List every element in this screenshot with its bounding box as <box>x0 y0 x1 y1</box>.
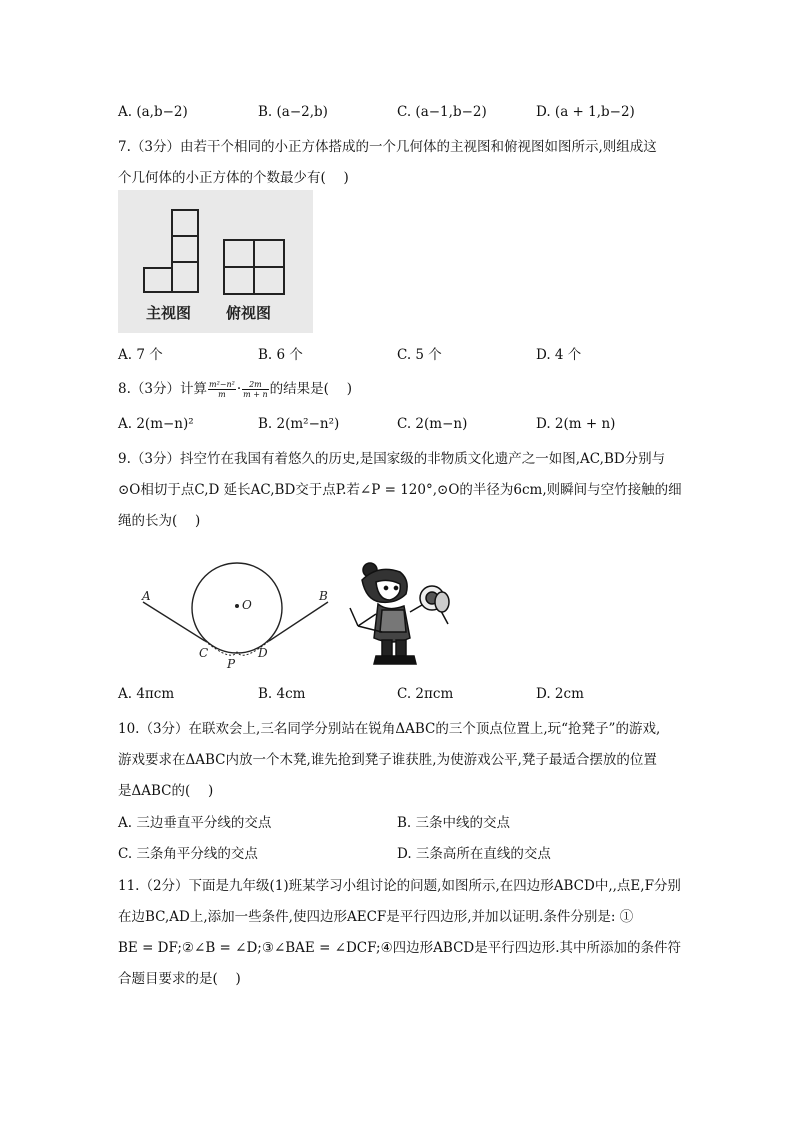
fig-label-b: B <box>319 589 328 603</box>
q8-fraction-2 <box>242 380 269 399</box>
diabolo-player-illustration <box>348 560 460 672</box>
q8-fraction-1 <box>208 380 236 399</box>
q9-stem-line3: 绳的长为( ) <box>118 513 201 529</box>
q10-option-a: A. 三边垂直平分线的交点 <box>118 815 272 831</box>
fig-label-d: D <box>258 646 268 660</box>
q10-option-d: D. 三条高所在直线的交点 <box>397 846 551 862</box>
fig-label-c: C <box>199 646 209 660</box>
fig-label-o: O <box>242 598 252 612</box>
q6-option-d: D. (a + 1,b−2) <box>536 104 635 120</box>
q9-option-a: A. 4πcm <box>118 686 175 702</box>
q9-option-c: C. 2πcm <box>397 686 454 702</box>
q8-option-b: B. 2(m²−n²) <box>258 416 340 432</box>
q8-option-d: D. 2(m + n) <box>536 416 616 432</box>
q7-option-b: B. 6 个 <box>258 347 303 363</box>
q11-stem-line2: 在边BC,AD上,添加一些条件,使四边形AECF是平行四边形,并加以证明.条件分别是: ① <box>118 909 634 925</box>
q9-stem-line1: 9.（3分）抖空竹在我国有着悠久的历史,是国家级的非物质文化遗产之一如图,AC,BD分别与 <box>118 451 666 467</box>
q8-frac2-den: m + n <box>243 390 268 399</box>
q9-circle-tangent-figure <box>135 560 345 672</box>
q6-option-c: C. (a−1,b−2) <box>397 104 487 120</box>
q10-stem-line3: 是ΔABC的( ) <box>118 783 214 799</box>
q11-stem-line4: 合题目要求的是( ) <box>118 971 241 987</box>
q11-stem-line3: BE = DF;②∠B = ∠D;③∠BAE = ∠DCF;④四边形ABCD是平行四边形.其中所添加的条件符 <box>118 940 682 956</box>
q7-option-c: C. 5 个 <box>397 347 442 363</box>
q8-dot: · <box>236 381 242 397</box>
fig-label-p: P <box>227 657 236 671</box>
q7-option-a: A. 7 个 <box>118 347 163 363</box>
q8-prefix: 8.（3分）计算 <box>118 381 207 397</box>
q8-stem <box>118 377 352 399</box>
fig-label-a: A <box>142 589 151 603</box>
q10-stem-line2: 游戏要求在ΔABC内放一个木凳,谁先抢到凳子谁获胜,为使游戏公平,凳子最适合摆放的位置 <box>118 752 657 768</box>
q10-stem-line1: 10.（3分）在联欢会上,三名同学分别站在锐角ΔABC的三个顶点位置上,玩“抢凳子”的游戏, <box>118 721 661 737</box>
q8-option-c: C. 2(m−n) <box>397 416 468 432</box>
q8-option-a: A. 2(m−n)² <box>118 416 194 432</box>
q6-option-a: A. (a,b−2) <box>118 104 188 120</box>
top-view-label: 俯视图 <box>226 304 272 322</box>
q8-suffix: 的结果是( ) <box>269 381 352 397</box>
q9-option-b: B. 4cm <box>258 686 306 702</box>
q9-stem-line2: ⊙O相切于点C,D 延长AC,BD交于点P.若∠P = 120°,⊙O的半径为6cm,则瞬间与空竹接触的细 <box>118 482 682 498</box>
q6-option-b: B. (a−2,b) <box>258 104 328 120</box>
q10-option-b: B. 三条中线的交点 <box>397 815 511 831</box>
q7-stem-line2: 个几何体的小正方体的个数最少有( ) <box>118 170 349 186</box>
q8-frac2-num: 2m <box>242 380 269 390</box>
q7-three-view-figure <box>118 190 313 333</box>
q8-frac1-num: m²−n² <box>208 380 235 389</box>
q9-option-d: D. 2cm <box>536 686 584 702</box>
q11-stem-line1: 11.（2分）下面是九年级(1)班某学习小组讨论的问题,如图所示,在四边形ABCD中,,点E,F分别 <box>118 878 681 894</box>
q7-stem-line1: 7.（3分）由若干个相同的小正方体搭成的一个几何体的主视图和俯视图如图所示,则组成这 <box>118 139 657 155</box>
q7-option-d: D. 4 个 <box>536 347 582 363</box>
q8-frac1-den: m <box>218 390 226 399</box>
q10-option-c: C. 三条角平分线的交点 <box>118 846 258 862</box>
front-view-label: 主视图 <box>146 304 192 322</box>
